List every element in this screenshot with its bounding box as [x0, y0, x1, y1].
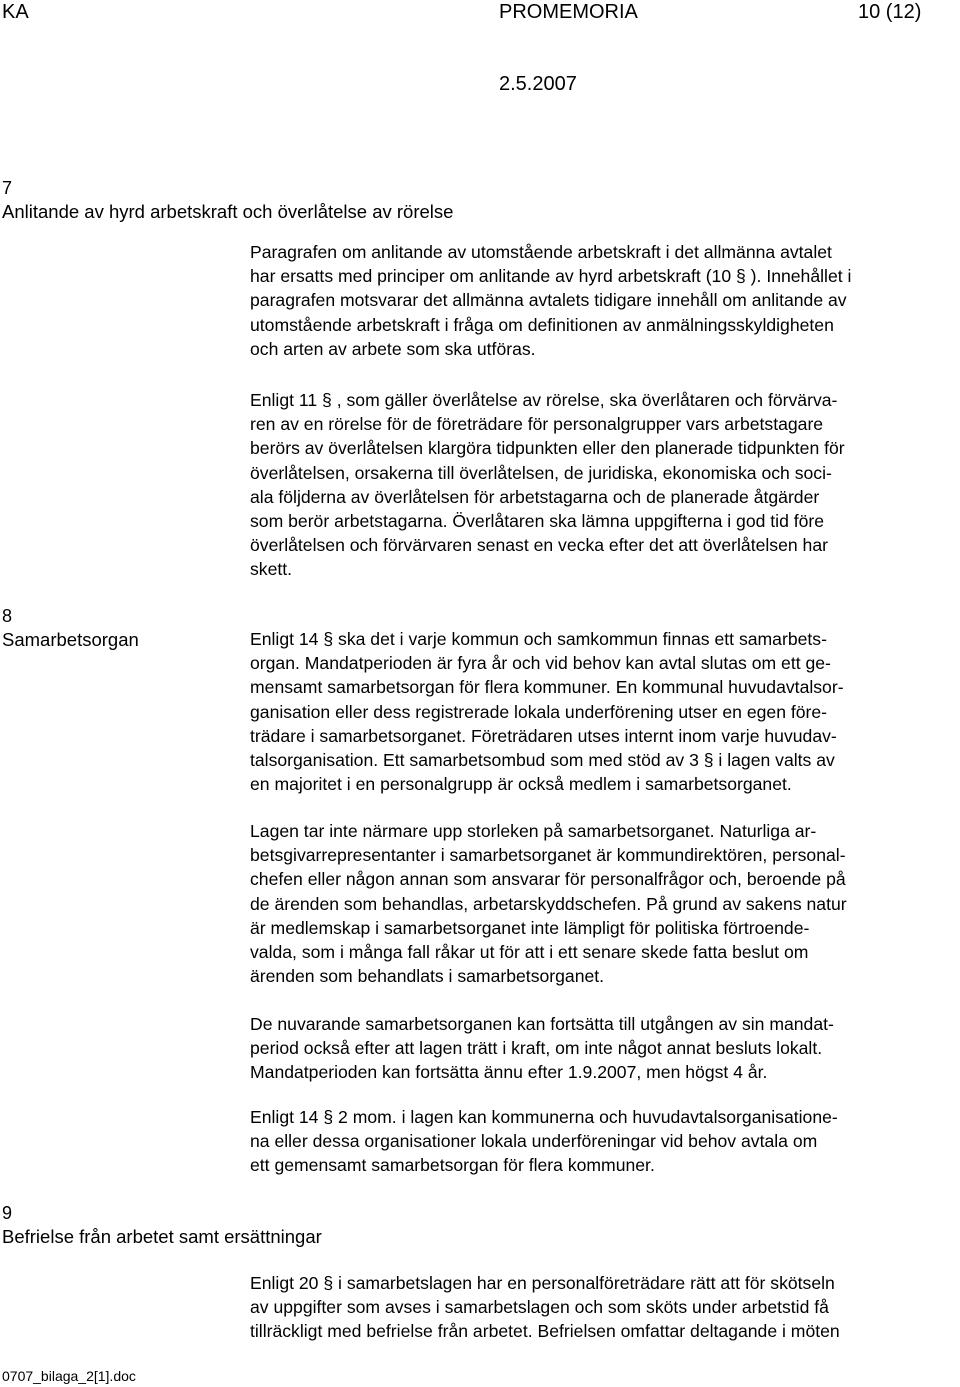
paragraph-line: na eller dessa organisationer lokala underföreningar vid behov avtala om: [250, 1131, 818, 1152]
paragraph-line: de ärenden som behandlas, arbetarskyddschefen. På grund av sakens natur: [250, 893, 847, 914]
paragraph-hired-labour: [250, 240, 960, 361]
section-title: Befrielse från arbetet samt ersättningar: [2, 1226, 322, 1247]
paragraph-line: ett gemensamt samarbetsorgan för flera kommuner.: [250, 1155, 655, 1176]
paragraph-line: skett.: [250, 559, 293, 580]
paragraph-line: Enligt 11 § , som gäller överlåtelse av rörelse, ska överlåtaren och förvärva-: [250, 390, 838, 410]
paragraph-line: överlåtelsen, orsakerna till överlåtelsen, de juridiska, ekonomiska och soci-: [250, 462, 832, 483]
paragraph-line: som berör arbetstagarna. Överlåtaren ska lämna uppgifterna i god tid före: [250, 511, 825, 532]
paragraph-body-size: [250, 819, 960, 988]
paragraph-line: överlåtelsen och förvärvaren senast en vecka efter det att överlåtelsen har: [250, 535, 828, 556]
file-name: 0707_bilaga_2[1].doc: [2, 1368, 136, 1384]
paragraph-line: är medlemskap i samarbetsorganet inte lämpligt för politiska förtroende-: [250, 917, 810, 938]
document-date: 2.5.2007: [499, 73, 577, 95]
paragraph-line: trädare i samarbetsorganet. Företrädaren utses internt inom varje huvudav-: [250, 725, 837, 746]
paragraph-line: Paragrafen om anlitande av utomstående arbetskraft i det allmänna avtalet: [250, 242, 832, 262]
paragraph-line: chefen eller någon annan som ansvarar för personalfrågor och, beroende på: [250, 869, 846, 890]
paragraph-leave: [250, 1271, 960, 1344]
section-title: Anlitande av hyrd arbetskraft och överlåtelse av rörelse: [2, 201, 454, 222]
paragraph-line: mensamt samarbetsorgan för flera kommuner. En kommunal huvudavtalsor-: [250, 677, 844, 698]
paragraph-line: period också efter att lagen trätt i kraft, om inte något annat besluts lokalt.: [250, 1038, 823, 1059]
paragraph-line: betsgivarrepresentanter i samarbetsorganet är kommundirektören, personal-: [250, 845, 846, 866]
paragraph-line: De nuvarande samarbetsorganen kan fortsätta till utgången av sin mandat-: [250, 1014, 834, 1034]
paragraph-line: talsorganisation. Ett samarbetsombud som med stöd av 3 § i lagen valts av: [250, 750, 835, 771]
paragraph-line: och arten av arbete som ska utföras.: [250, 338, 536, 359]
header-left: KA: [2, 1, 29, 23]
paragraph-cooperation-body: [250, 627, 960, 796]
paragraph-line: av uppgifter som avses i samarbetslagen och som sköts under arbetstid få: [250, 1297, 829, 1318]
paragraph-joint-body: [250, 1105, 960, 1178]
paragraph-line: Enligt 14 § 2 mom. i lagen kan kommunerna och huvudavtalsorganisatione-: [250, 1107, 838, 1127]
section-number: 9: [2, 1203, 13, 1223]
paragraph-line: ren av en rörelse för de företrädare för personalgrupper vars arbetstagare: [250, 414, 824, 435]
paragraph-line: organ. Mandatperioden är fyra år och vid behov kan avtal slutas om ett ge-: [250, 653, 831, 674]
section-number: 7: [2, 178, 13, 198]
paragraph-line: berörs av överlåtelsen klargöra tidpunkten eller den planerade tidpunkten för: [250, 438, 845, 459]
paragraph-line: paragrafen motsvarar det allmänna avtalets tidigare innehåll om anlitande av: [250, 290, 847, 311]
paragraph-line: ala följderna av överlåtelsen för arbetstagarna och de planerade åtgärder: [250, 486, 820, 507]
paragraph-line: ärenden som behandlats i samarbetsorganet.: [250, 966, 605, 987]
paragraph-line: har ersatts med principer om anlitande av hyrd arbetskraft (10 § ). Innehållet i: [250, 266, 852, 287]
paragraph-line: ganisation eller dess registrerade lokala underförening utser en egen före-: [250, 701, 828, 722]
paragraph-line: Lagen tar inte närmare upp storleken på samarbetsorganet. Naturliga ar-: [250, 821, 817, 841]
paragraph-line: valda, som i många fall råkar ut för att i ett senare skede fatta beslut om: [250, 942, 809, 963]
document-type: PROMEMORIA: [499, 1, 638, 23]
paragraph-line: tillräckligt med befrielse från arbetet. Befrielsen omfattar deltagande i möten: [250, 1321, 840, 1342]
paragraph-line: utomstående arbetskraft i fråga om definitionen av anmälningsskyldigheten: [250, 314, 834, 335]
page-number: 10 (12): [858, 1, 922, 23]
paragraph-business-transfer: [250, 388, 960, 582]
paragraph-line: Enligt 14 § ska det i varje kommun och samkommun finnas ett samarbets-: [250, 629, 827, 649]
paragraph-line: Mandatperioden kan fortsätta ännu efter 1.9.2007, men högst 4 år.: [250, 1062, 768, 1083]
paragraph-line: Enligt 20 § i samarbetslagen har en personalföreträdare rätt att för skötseln: [250, 1273, 835, 1293]
paragraph-line: en majoritet i en personalgrupp är också medlem i samarbetsorganet.: [250, 774, 792, 795]
section-title: Samarbetsorgan: [2, 629, 139, 650]
paragraph-mandate-period: [250, 1012, 960, 1085]
section-number: 8: [2, 606, 13, 626]
